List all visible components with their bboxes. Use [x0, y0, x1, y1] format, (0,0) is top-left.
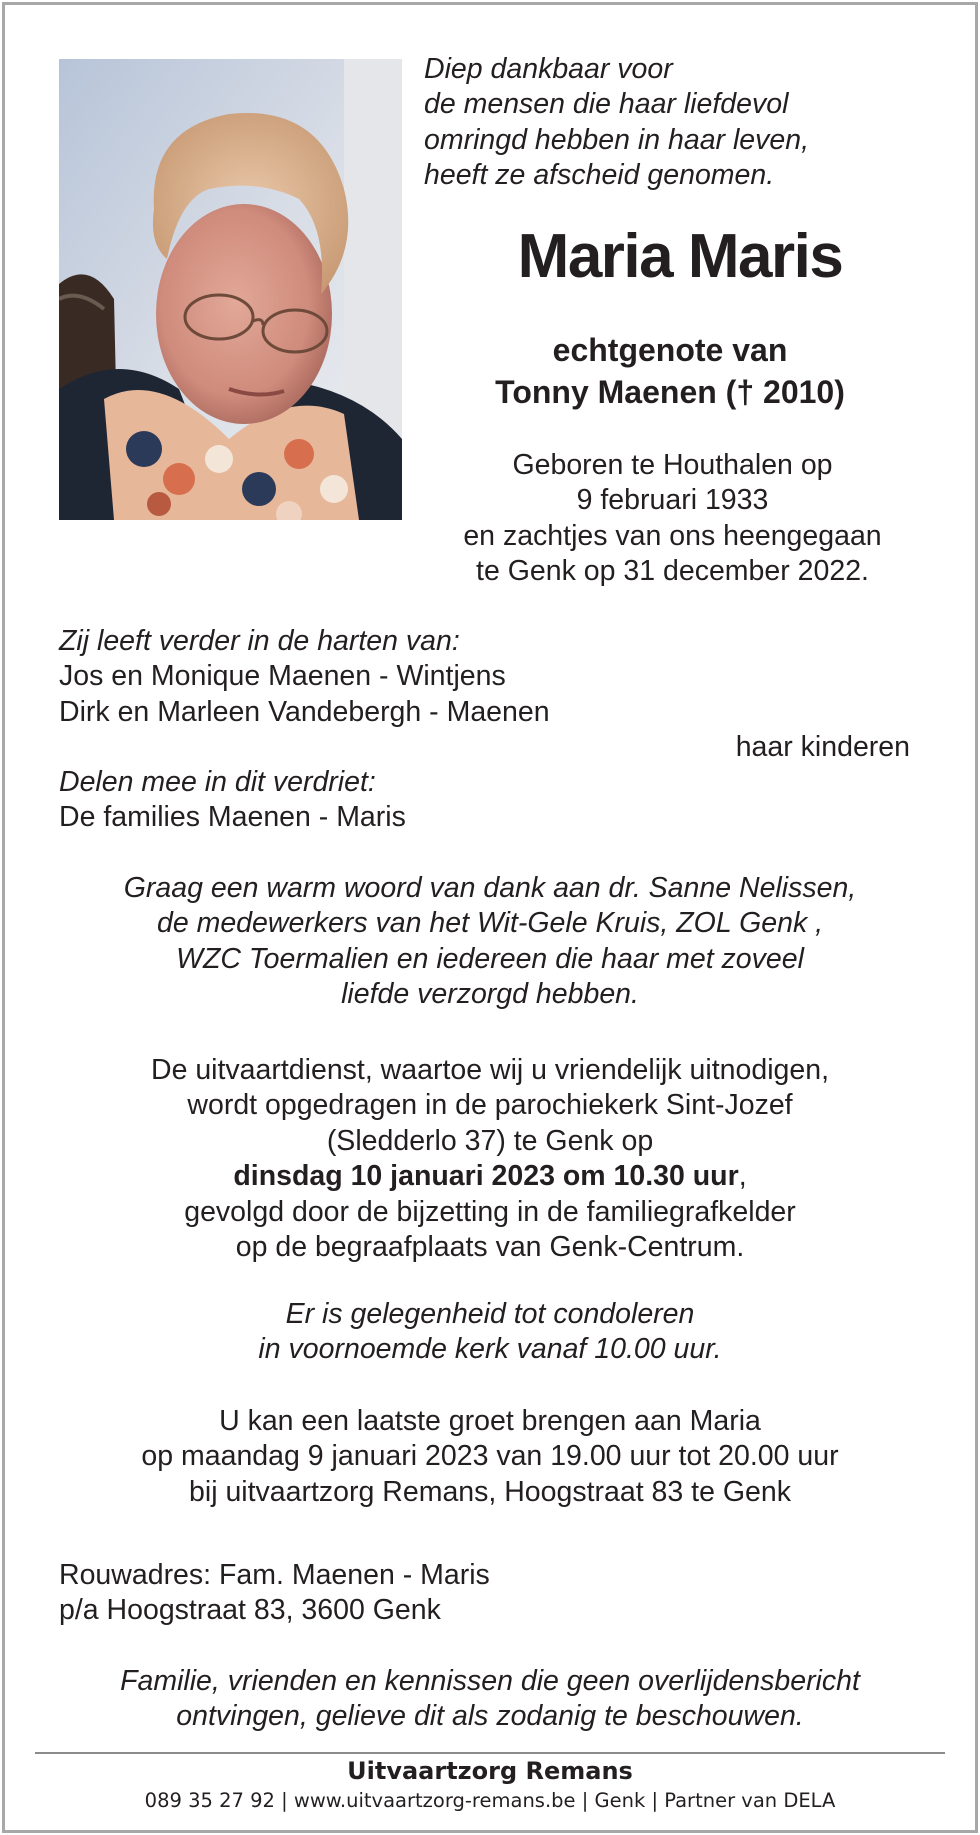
child-entry: Jos en Monique Maenen - Wintjens	[59, 660, 506, 693]
intro-line: de mensen die haar liefdevol	[424, 88, 789, 121]
condolence-line: in voornoemde kerk vanaf 10.00 uur.	[258, 1333, 722, 1366]
mourning-address	[59, 1558, 490, 1629]
greeting-line: U kan een laatste groet brengen aan Maria	[219, 1405, 761, 1437]
service-line: De uitvaartdienst, waartoe wij u vriendelijk uitnodigen,	[150, 1054, 830, 1086]
notice-line: Familie, vrienden en kennissen die geen overlijdensbericht	[120, 1665, 860, 1697]
birth-line: 9 februari 1933	[576, 484, 769, 517]
birth-line: te Genk op 31 december 2022.	[476, 555, 869, 588]
funeral-home-contact: 089 35 27 92 | www.uitvaartzorg-remans.be | Genk | Partner van DELA	[144, 1789, 836, 1812]
footer-divider	[35, 1752, 945, 1754]
portrait-photo	[59, 59, 402, 520]
last-greeting-text	[60, 1404, 920, 1510]
greeting-line: bij uitvaartzorg Remans, Hoogstraat 83 te Genk	[189, 1475, 791, 1508]
spouse-line: echtgenote van	[552, 332, 788, 368]
address-line: p/a Hoogstraat 83, 3600 Genk	[59, 1594, 441, 1627]
service-line: (Sledderlo 37) te Genk op	[326, 1124, 654, 1157]
thanks-text	[60, 871, 920, 1013]
service-date-line	[60, 1159, 920, 1194]
sharing-section	[59, 765, 406, 836]
sharing-intro: Delen mee in dit verdriet:	[59, 766, 376, 798]
children-label: haar kinderen	[735, 731, 910, 763]
service-line: gevolgd door de bijzetting in de familiegrafkelder	[184, 1195, 796, 1228]
intro-line: omringd hebben in haar leven,	[424, 123, 810, 156]
thanks-line: liefde verzorgd hebben.	[341, 978, 639, 1011]
greeting-line: op maandag 9 januari 2023 van 19.00 uur tot 20.00 uur	[141, 1440, 839, 1473]
service-date-suffix: ,	[738, 1160, 747, 1193]
survivors-intro: Zij leeft verder in de harten van:	[59, 625, 460, 657]
thanks-line: de medewerkers van het Wit-Gele Kruis, ZOL Genk ,	[156, 907, 824, 940]
survivors-section	[59, 624, 550, 730]
intro-line: heeft ze afscheid genomen.	[424, 159, 775, 192]
spouse-info	[420, 329, 920, 413]
funeral-home-name: Uitvaartzorg Remans	[347, 1757, 633, 1785]
notice-text	[60, 1664, 920, 1735]
child-entry: Dirk en Marleen Vandebergh - Maenen	[59, 695, 550, 728]
spouse-line: Tonny Maenen († 2010)	[495, 374, 845, 410]
families-entry: De families Maenen - Maris	[59, 801, 406, 834]
birth-line: Geboren te Houthalen op	[512, 449, 833, 481]
service-line: wordt opgedragen in de parochiekerk Sint-Jozef	[187, 1089, 793, 1122]
birth-line: en zachtjes van ons heengegaan	[463, 519, 882, 552]
deceased-name: Maria Maris	[517, 222, 843, 291]
thanks-line: Graag een warm woord van dank aan dr. Sanne Nelissen,	[123, 872, 857, 904]
condolence-text	[60, 1297, 920, 1368]
birth-death-info	[420, 448, 925, 590]
funeral-service-text	[60, 1053, 920, 1265]
service-date: dinsdag 10 januari 2023 om 10.30 uur	[233, 1160, 739, 1193]
condolence-line: Er is gelegenheid tot condoleren	[285, 1298, 695, 1330]
notice-line: ontvingen, gelieve dit als zodanig te beschouwen.	[176, 1700, 804, 1733]
thanks-line: WZC Toermalien en iedereen die haar met zoveel	[176, 942, 804, 975]
intro-text	[424, 52, 944, 194]
address-line: Rouwadres: Fam. Maenen - Maris	[59, 1559, 490, 1591]
service-line: op de begraafplaats van Genk-Centrum.	[235, 1231, 745, 1264]
intro-line: Diep dankbaar voor	[424, 53, 673, 85]
